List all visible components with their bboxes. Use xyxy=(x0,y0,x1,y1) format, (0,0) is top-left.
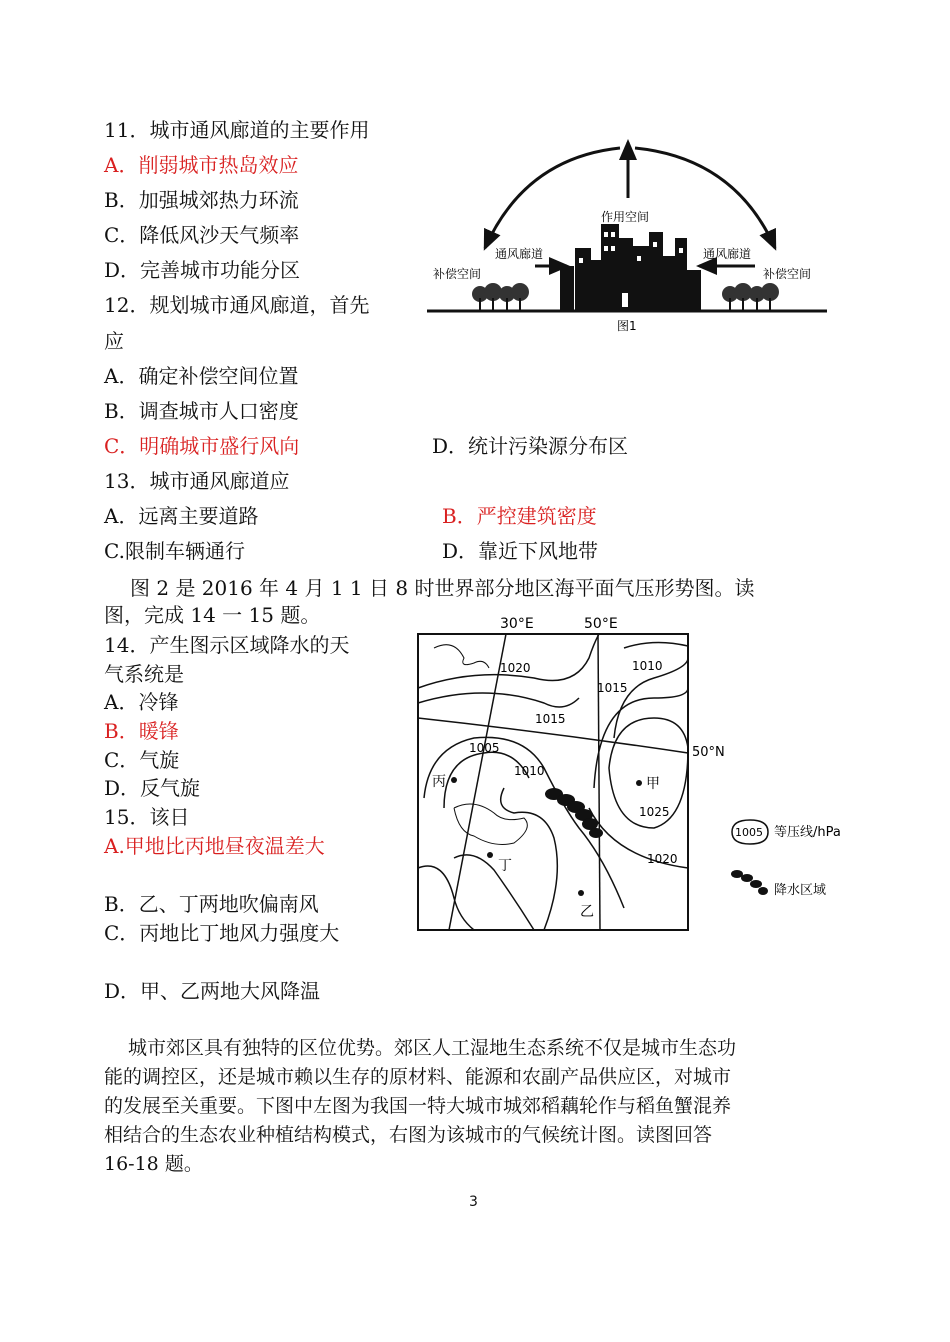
q14-option-b: B．暖锋 xyxy=(104,719,179,743)
label-50n: 50°N xyxy=(692,745,725,760)
passage-line5: 16-18 题。 xyxy=(104,1153,203,1175)
label-30e: 30°E xyxy=(500,616,534,632)
isobar-label-1020-nw: 1020 xyxy=(500,661,531,675)
passage-line3: 的发展至关重要。下图中左图为我国一特大城市城郊稻藕轮作与稻鱼蟹混养 xyxy=(104,1095,732,1117)
point-yi xyxy=(578,890,584,896)
place-label-jia: 甲 xyxy=(646,776,660,792)
q12-option-c: C．明确城市盛行风向 xyxy=(104,434,300,458)
q12-option-b: B．调查城市人口密度 xyxy=(104,399,299,423)
q13-option-d: D．靠近下风地带 xyxy=(442,539,599,563)
q14-option-d: D．反气旋 xyxy=(104,776,201,800)
figure2-intro-line2: 图，完成 14 一 15 题。 xyxy=(104,603,321,627)
q12-option-a: A．确定补偿空间位置 xyxy=(104,364,299,388)
meridian-50e xyxy=(598,634,600,930)
q13-stem: 13．城市通风廊道应 xyxy=(104,469,290,493)
q14-option-c: C．气旋 xyxy=(104,748,180,772)
q11-option-c: C．降低风沙天气频率 xyxy=(104,223,300,247)
city-buildings xyxy=(560,224,701,311)
q14-stem-line1: 14．产生图示区域降水的天 xyxy=(104,633,350,657)
q13-option-c: C.限制车辆通行 xyxy=(104,539,245,563)
q13-option-a: A．远离主要道路 xyxy=(104,504,259,528)
left-arc-arrow xyxy=(485,148,620,248)
q13-option-b: B．严控建筑密度 xyxy=(442,504,597,528)
page-number: 3 xyxy=(469,1194,478,1210)
label-corridor-right: 通风廊道 xyxy=(703,247,752,261)
q15-option-d: D．甲、乙两地大风降温 xyxy=(104,979,321,1003)
figure2-intro-line1: 图 2 是 2016 年 4 月 1 1 日 8 时世界部分地区海平面气压形势图。读 xyxy=(130,576,755,600)
legend-precip-label: 降水区域 xyxy=(774,883,827,898)
right-trees xyxy=(722,283,779,310)
q11-stem: 11．城市通风廊道的主要作用 xyxy=(104,118,370,142)
q11-option-a: A．削弱城市热岛效应 xyxy=(104,153,299,177)
q14-option-a: A．冷锋 xyxy=(104,690,179,714)
isobar-label-1015-ne: 1015 xyxy=(597,681,628,695)
place-label-bing: 丙 xyxy=(432,774,446,790)
figure2-pressure-map xyxy=(414,608,874,934)
q12-option-d: D．统计污染源分布区 xyxy=(432,434,629,458)
point-bing xyxy=(451,777,457,783)
passage-line1: 城市郊区具有独特的区位优势。郊区人工湿地生态系统不仅是城市生态功 xyxy=(128,1037,737,1059)
q11-option-b: B．加强城郊热力环流 xyxy=(104,188,299,212)
legend-precip-symbol xyxy=(731,870,768,895)
q15-option-c: C．丙地比丁地风力强度大 xyxy=(104,921,340,945)
figure1-caption: 图1 xyxy=(617,319,637,333)
isobar-label-1010-ne: 1010 xyxy=(632,659,663,673)
place-label-ding: 丁 xyxy=(498,858,512,874)
q15-option-a: A.甲地比丙地昼夜温差大 xyxy=(104,834,325,858)
place-label-yi: 乙 xyxy=(580,904,594,920)
coastline-north xyxy=(434,645,489,668)
q11-option-d: D．完善城市功能分区 xyxy=(104,258,301,282)
isobar-label-1025: 1025 xyxy=(639,805,670,819)
q12-stem-line2: 应 xyxy=(104,329,124,353)
isobar-label-1010-center: 1010 xyxy=(514,764,545,778)
label-50e: 50°E xyxy=(584,616,618,632)
legend-isobar-label: 等压线/hPa xyxy=(774,825,841,840)
isobar-label-1005: 1005 xyxy=(469,741,500,755)
q15-stem: 15．该日 xyxy=(104,805,190,829)
label-compensation-right: 补偿空间 xyxy=(763,267,812,281)
coastline-south xyxy=(454,804,527,844)
left-trees xyxy=(472,283,529,310)
point-ding xyxy=(487,852,493,858)
point-jia xyxy=(636,780,642,786)
q15-option-b: B．乙、丁两地吹偏南风 xyxy=(104,892,319,916)
figure1-ventilation-diagram xyxy=(425,128,835,343)
q12-stem-line1: 12．规划城市通风廊道，首先 xyxy=(104,293,370,317)
q14-stem-line2: 气系统是 xyxy=(104,662,184,686)
label-action-space: 作用空间 xyxy=(600,210,650,224)
isobar-label-1015-center: 1015 xyxy=(535,712,566,726)
passage-line4: 相结合的生态农业种植结构模式，右图为该城市的气候统计图。读图回答 xyxy=(104,1124,713,1146)
label-corridor-left: 通风廊道 xyxy=(495,247,544,261)
legend-isobar-value: 1005 xyxy=(735,826,763,839)
passage-line2: 能的调控区，还是城市赖以生存的原材料、能源和农副产品供应区，对城市 xyxy=(104,1066,732,1088)
label-compensation-left: 补偿空间 xyxy=(433,267,482,281)
precipitation-band xyxy=(545,788,603,838)
isobar-label-1020-se: 1020 xyxy=(647,852,678,866)
